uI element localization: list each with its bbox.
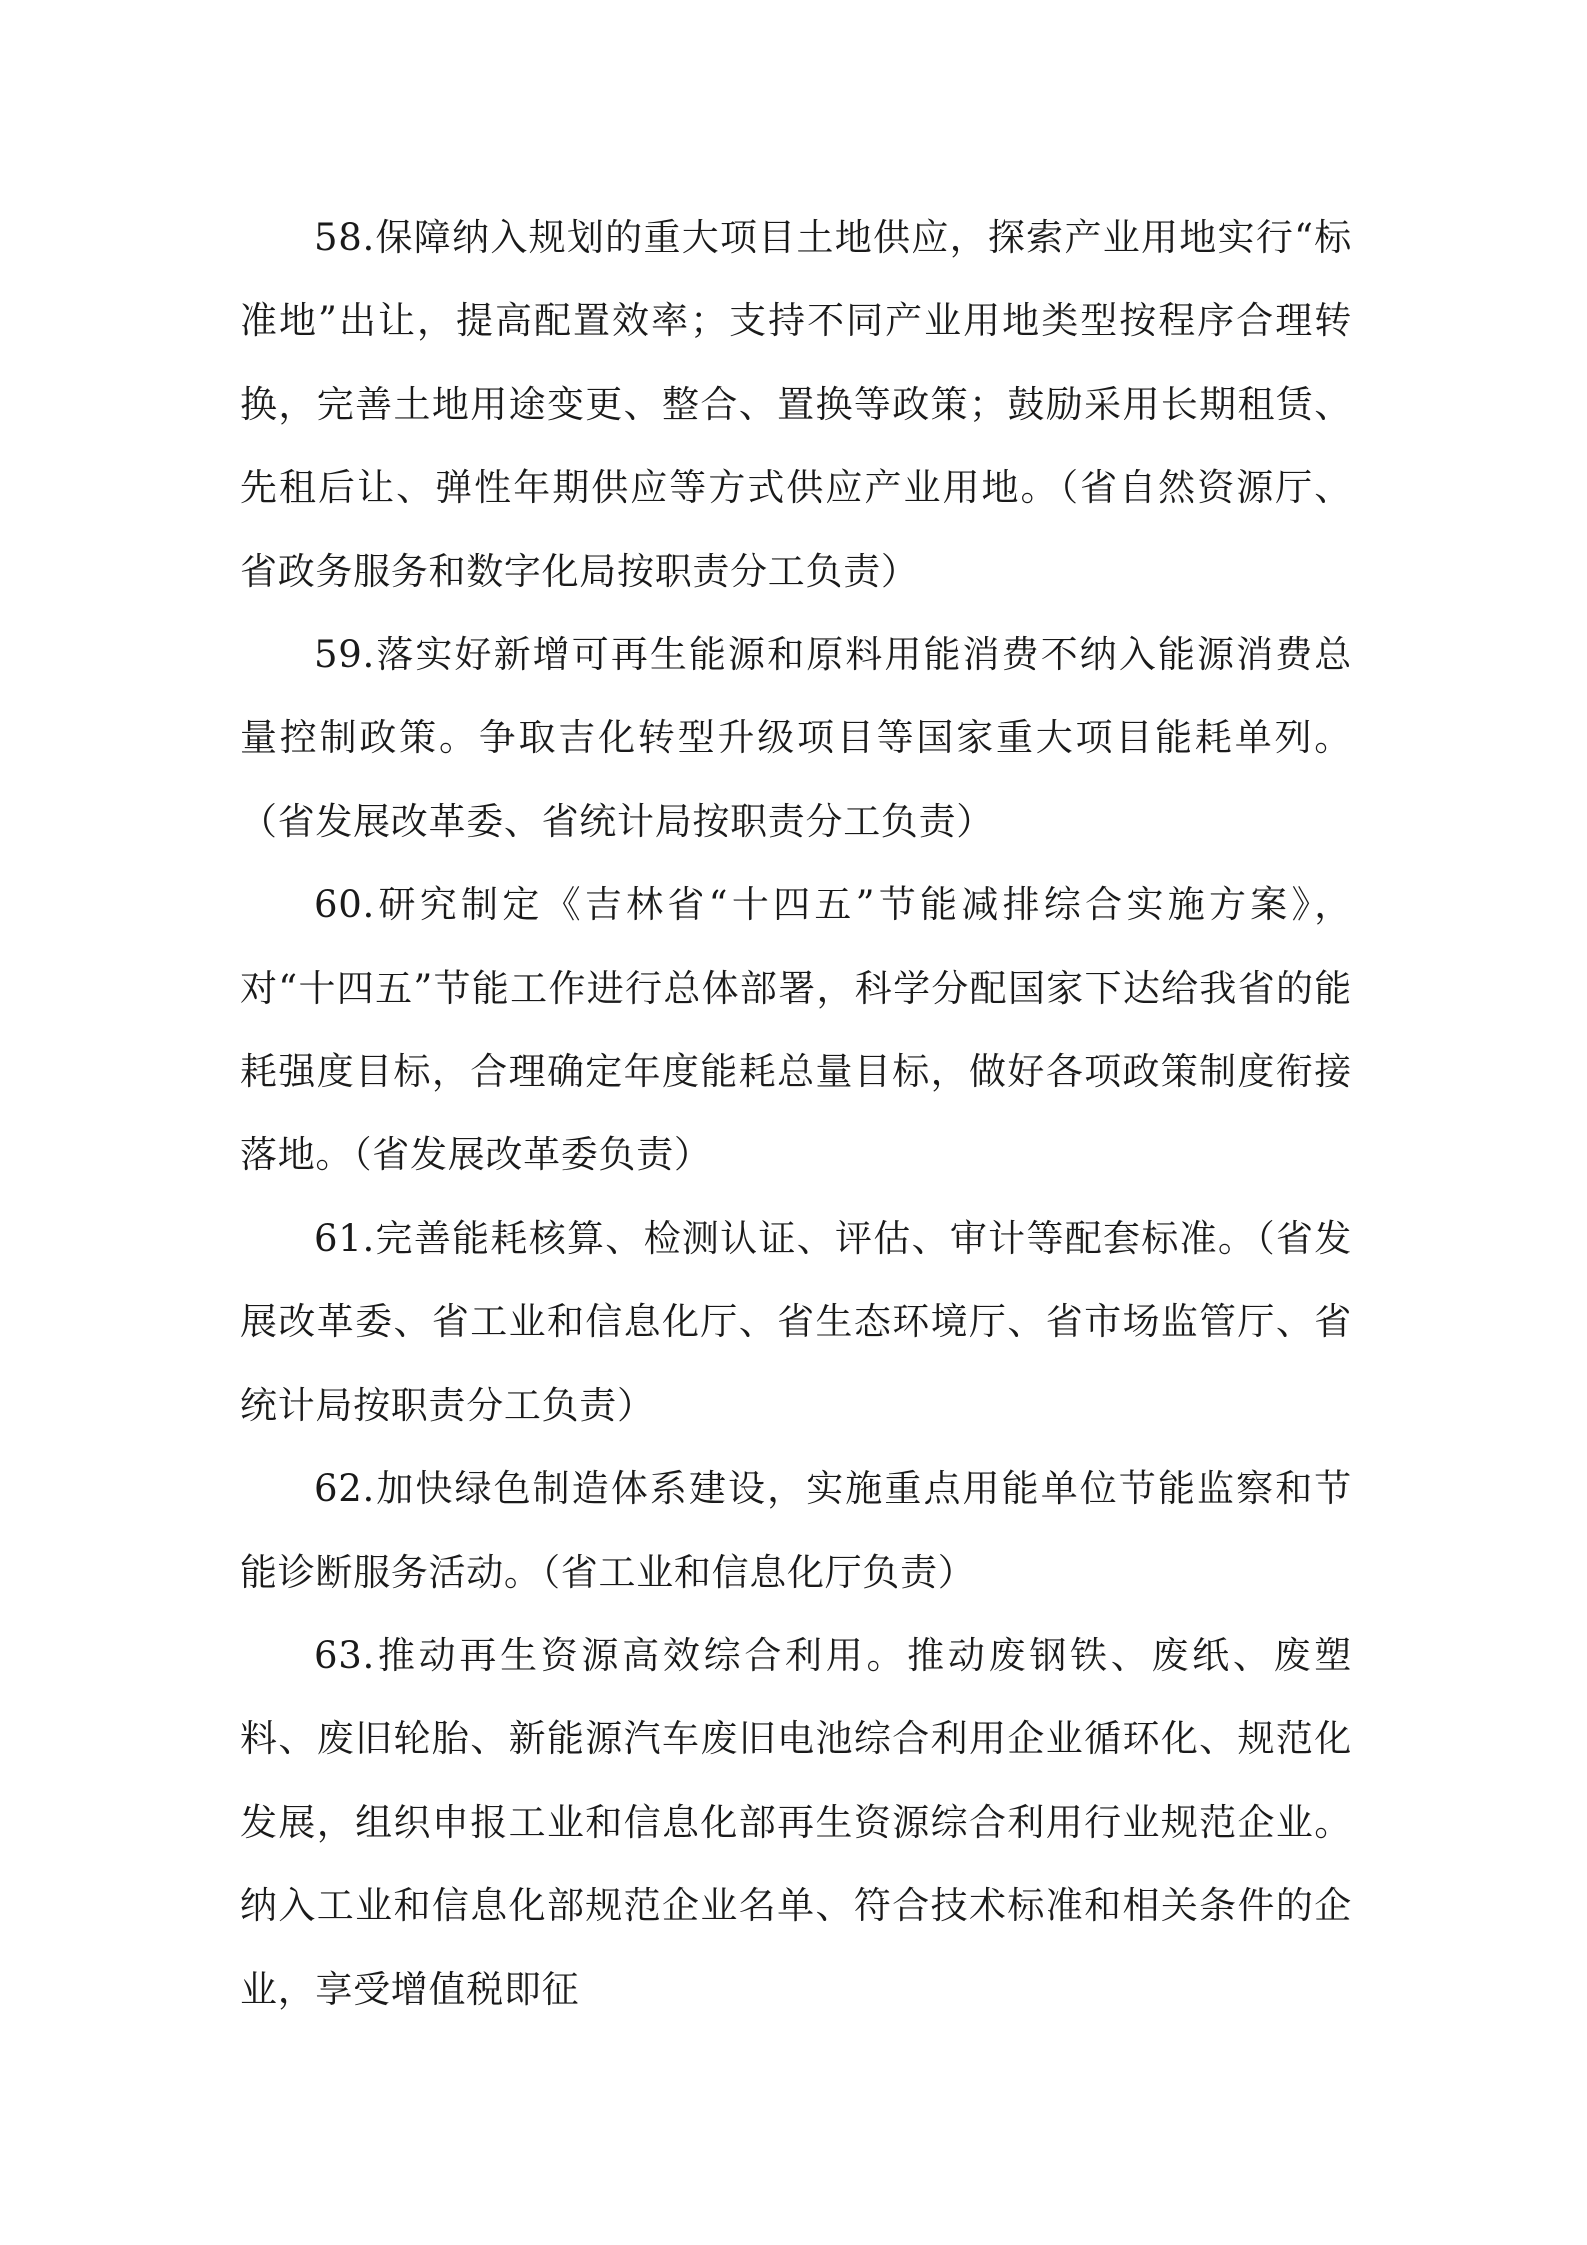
paragraph-59: 59.落实好新增可再生能源和原料用能消费不纳入能源消费总量控制政策。争取吉化转型升级项目等国家重大项目能耗单列。（省发展改革委、省统计局按职责分工负责） <box>240 633 1352 843</box>
paragraph-62: 62.加快绿色制造体系建设，实施重点用能单位节能监察和节能诊断服务活动。（省工业和信息化厅负责） <box>240 1467 1352 1594</box>
paragraph-58: 58.保障纳入规划的重大项目土地供应，探索产业用地实行“标准地”出让，提高配置效率；支持不同产业用地类型按程序合理转换，完善土地用途变更、整合、置换等政策；鼓励采用长期租赁、先租后让、弹性年期供应等方式供应产业用地。（省自然资源厅、省政务服务和数字化局按职责分工负责） <box>240 216 1352 593</box>
paragraph-61: 61.完善能耗核算、检测认证、评估、审计等配套标准。（省发展改革委、省工业和信息化厅、省生态环境厅、省市场监管厅、省统计局按职责分工负责） <box>240 1216 1352 1427</box>
paragraph-60: 60.研究制定《吉林省“十四五”节能减排综合实施方案》，对“十四五”节能工作进行总体部署，科学分配国家下达给我省的能耗强度目标，合理确定年度能耗总量目标，做好各项政策制度衔接落地。（省发展改革委负责） <box>240 883 1352 1177</box>
paragraph-63: 63.推动再生资源高效综合利用。推动废钢铁、废纸、废塑料、废旧轮胎、新能源汽车废旧电池综合利用企业循环化、规范化发展，组织申报工业和信息化部再生资源综合利用行业规范企业。纳入工业和信息化部规范企业名单、符合技术标准和相关条件的企业，享受增值税即征 <box>240 1633 1352 2011</box>
document-body <box>240 196 1352 2031</box>
